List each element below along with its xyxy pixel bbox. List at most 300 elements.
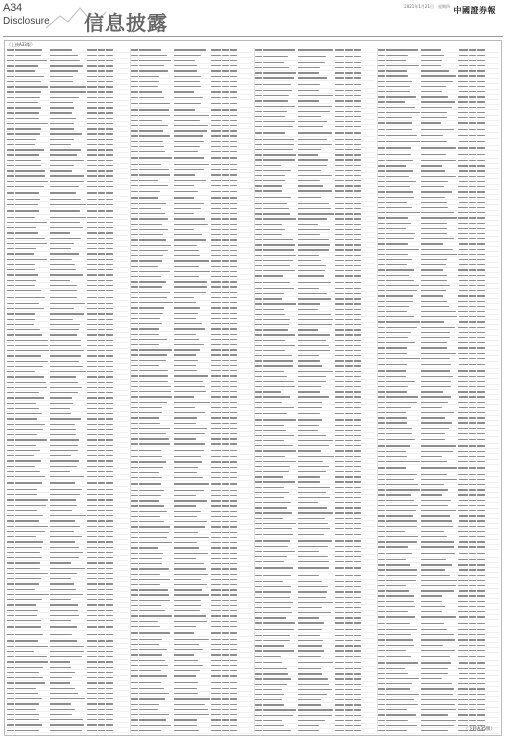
table-cell <box>421 595 441 596</box>
table-cell <box>263 170 291 171</box>
table-cell <box>211 164 221 165</box>
table-cell <box>354 407 361 408</box>
table-cell <box>255 430 262 431</box>
table-cell <box>230 649 237 650</box>
table-cell <box>477 186 484 187</box>
table-cell <box>7 455 14 456</box>
table-cell <box>469 616 476 617</box>
table-cell <box>459 243 469 244</box>
table-cell <box>131 391 138 392</box>
table-cell <box>354 170 361 171</box>
table-cell <box>230 610 237 611</box>
table-cell <box>106 181 113 182</box>
table-cell <box>7 345 14 346</box>
table-cell <box>106 594 113 595</box>
table-cell <box>139 365 159 366</box>
table-cell <box>345 381 352 382</box>
table-cell <box>255 699 262 700</box>
table-cell <box>459 590 469 591</box>
table-cell <box>87 703 97 704</box>
table-cell <box>7 118 14 119</box>
table-cell <box>7 634 14 635</box>
table-cell <box>50 308 74 309</box>
table-cell <box>354 303 361 304</box>
table-cell <box>15 222 47 223</box>
table-cell <box>230 271 237 272</box>
table-cell <box>469 129 476 130</box>
table-cell <box>15 264 34 265</box>
table-cell <box>469 709 476 710</box>
table-cell <box>255 402 262 403</box>
table-cell <box>50 313 84 314</box>
table-cell <box>354 121 361 122</box>
table-cell <box>469 254 476 255</box>
table-cell <box>15 434 36 435</box>
table-cell <box>211 185 221 186</box>
table-cell <box>139 521 164 522</box>
table-cell <box>211 218 221 219</box>
table-cell <box>15 49 42 50</box>
table-cell <box>263 575 291 576</box>
table-cell <box>477 212 484 213</box>
table-cell <box>131 250 138 251</box>
table-cell <box>50 445 78 446</box>
table-cell <box>174 271 210 272</box>
table-cell <box>469 494 476 495</box>
table-cell <box>222 146 229 147</box>
table-cell <box>222 526 229 527</box>
table-cell <box>174 239 206 240</box>
table-cell <box>469 122 476 123</box>
table-cell <box>98 547 105 548</box>
table-cell <box>50 634 72 635</box>
table-cell <box>7 170 14 171</box>
table-cell <box>386 606 415 607</box>
table-cell <box>98 418 105 419</box>
table-cell <box>378 730 385 731</box>
table-cell <box>386 381 414 382</box>
table-cell <box>50 594 83 595</box>
table-cell <box>298 314 331 315</box>
table-cell <box>211 370 221 371</box>
table-cell <box>211 386 221 387</box>
table-cell <box>211 135 221 136</box>
table-cell <box>87 656 97 657</box>
table-cell <box>98 65 105 66</box>
table-cell <box>139 164 161 165</box>
table-cell <box>230 423 237 424</box>
table-cell <box>477 147 484 148</box>
table-cell <box>458 417 468 418</box>
table-cell <box>378 396 385 397</box>
table-cell <box>298 106 332 107</box>
table-cell <box>230 558 237 559</box>
table-cell <box>139 197 158 198</box>
table-cell <box>131 579 138 580</box>
table-cell <box>139 621 158 622</box>
table-cell <box>106 144 113 145</box>
table-cell <box>211 483 221 484</box>
table-cell <box>222 558 229 559</box>
table-cell <box>98 217 105 218</box>
table-cell <box>7 144 14 145</box>
table-cell <box>263 90 292 91</box>
table-cell <box>98 667 105 668</box>
table-cell <box>230 260 237 261</box>
table-cell <box>354 149 361 150</box>
table-cell <box>421 223 447 224</box>
table-cell <box>345 139 352 140</box>
table-cell <box>263 84 291 85</box>
table-cell <box>298 275 325 276</box>
table-cell <box>87 450 97 451</box>
table-cell <box>354 334 361 335</box>
table-cell <box>255 567 262 568</box>
table-cell <box>222 157 229 158</box>
table-cell <box>354 575 361 576</box>
table-cell <box>378 500 385 501</box>
table-cell <box>211 120 221 121</box>
table-cell <box>421 154 446 155</box>
table-cell <box>211 675 221 676</box>
table-cell <box>477 311 484 312</box>
table-cell <box>386 456 406 457</box>
table-cell <box>255 518 262 519</box>
table-cell <box>139 297 167 298</box>
table-cell <box>222 344 229 345</box>
table-cell <box>87 149 97 150</box>
table-cell <box>139 292 170 293</box>
table-cell <box>421 467 457 468</box>
table-cell <box>174 65 198 66</box>
table-cell <box>15 232 38 233</box>
table-cell <box>230 698 237 699</box>
table-cell <box>335 170 345 171</box>
table-cell <box>421 249 452 250</box>
table-cell <box>459 479 469 480</box>
table-cell <box>50 471 70 472</box>
table-cell <box>255 678 262 679</box>
table-cell <box>477 688 484 689</box>
table-cell <box>131 660 138 661</box>
table-cell <box>222 621 229 622</box>
table-cell <box>255 386 262 387</box>
table-cell <box>87 460 97 461</box>
table-cell <box>354 607 361 608</box>
table-cell <box>211 365 221 366</box>
table-cell <box>263 662 282 663</box>
table-cell <box>131 97 138 98</box>
table-cell <box>255 656 262 657</box>
table-cell <box>7 610 14 611</box>
table-cell <box>98 698 105 699</box>
table-cell <box>263 386 295 387</box>
table-cell <box>255 180 262 181</box>
table-cell <box>211 407 221 408</box>
table-cell <box>230 151 237 152</box>
table-cell <box>477 107 484 108</box>
table-cell <box>386 595 414 596</box>
table-cell <box>263 684 287 685</box>
table-cell <box>421 160 455 161</box>
table-cell <box>106 232 113 233</box>
table-cell <box>335 461 345 462</box>
table-cell <box>131 239 138 240</box>
table-cell <box>98 387 105 388</box>
table-row <box>131 155 252 162</box>
table-cell <box>230 632 237 633</box>
table-cell <box>98 118 105 119</box>
table-cell <box>421 451 453 452</box>
table-cell <box>15 387 47 388</box>
table-cell <box>131 381 138 382</box>
table-cell <box>87 413 97 414</box>
table-cell <box>345 386 352 387</box>
table-cell <box>7 313 14 314</box>
table-cell <box>378 709 385 710</box>
table-cell <box>131 675 138 676</box>
table-cell <box>459 407 469 408</box>
table-cell <box>354 694 361 695</box>
table-cell <box>255 282 262 283</box>
table-cell <box>458 269 468 270</box>
table-cell <box>50 620 71 621</box>
table-cell <box>354 487 361 488</box>
table-cell <box>15 408 38 409</box>
table-cell <box>7 424 14 425</box>
table-cell <box>421 650 455 651</box>
fund-disclosure-table <box>4 40 502 736</box>
table-cell <box>50 541 75 542</box>
table-row <box>255 626 376 633</box>
table-cell <box>477 280 484 281</box>
table-cell <box>255 190 262 191</box>
table-cell <box>477 699 484 700</box>
table-cell <box>106 324 113 325</box>
table-cell <box>139 276 161 277</box>
table-cell <box>335 371 345 372</box>
table-cell <box>211 402 221 403</box>
table-cell <box>131 313 138 314</box>
table-cell <box>298 617 319 618</box>
table-cell <box>255 67 262 68</box>
table-cell <box>222 286 229 287</box>
table-cell <box>477 170 484 171</box>
table-cell <box>298 629 323 630</box>
table-cell <box>230 412 237 413</box>
table-cell <box>98 128 105 129</box>
table-cell <box>222 381 229 382</box>
table-cell <box>7 709 14 710</box>
table-cell <box>378 280 385 281</box>
table-cell <box>174 86 201 87</box>
table-cell <box>298 391 321 392</box>
table-cell <box>139 103 170 104</box>
table-cell <box>131 450 138 451</box>
table-cell <box>174 260 209 261</box>
table-cell <box>211 477 221 478</box>
table-cell <box>87 482 97 483</box>
table-cell <box>263 309 285 310</box>
table-cell <box>7 466 14 467</box>
table-cell <box>131 174 138 175</box>
table-cell <box>131 542 138 543</box>
table-cell <box>106 589 113 590</box>
table-cell <box>345 282 352 283</box>
table-cell <box>345 678 352 679</box>
table-cell <box>106 482 113 483</box>
table-cell <box>98 531 105 532</box>
table-cell <box>230 584 237 585</box>
table-cell <box>174 579 201 580</box>
table-cell <box>378 590 385 591</box>
table-cell <box>255 673 262 674</box>
table-cell <box>421 353 456 354</box>
table-cell <box>98 139 105 140</box>
table-cell <box>298 684 330 685</box>
table-cell <box>106 371 113 372</box>
table-cell <box>459 536 469 537</box>
table-cell <box>211 49 221 50</box>
table-cell <box>354 180 361 181</box>
table-cell <box>458 445 468 446</box>
table-cell <box>98 160 105 161</box>
table-cell <box>106 139 113 140</box>
table-cell <box>421 91 442 92</box>
table-cell <box>255 360 262 361</box>
table-cell <box>15 210 39 211</box>
table-cell <box>131 558 138 559</box>
table-row <box>255 130 376 137</box>
table-cell <box>386 709 406 710</box>
table-cell <box>378 212 385 213</box>
table-cell <box>106 450 113 451</box>
table-cell <box>335 575 345 576</box>
table-cell <box>230 65 237 66</box>
table-cell <box>255 275 262 276</box>
table-cell <box>106 49 113 50</box>
table-cell <box>458 467 468 468</box>
table-cell <box>345 249 352 250</box>
table-cell <box>469 117 476 118</box>
table-cell <box>222 328 229 329</box>
table-cell <box>98 661 105 662</box>
table-cell <box>469 515 476 516</box>
table-cell <box>106 466 113 467</box>
table-cell <box>230 286 237 287</box>
table-cell <box>469 60 476 61</box>
table-cell <box>386 301 413 302</box>
table-cell <box>7 515 14 516</box>
table-cell <box>139 632 170 633</box>
table-cell <box>469 269 476 270</box>
table-cell <box>15 361 48 362</box>
table-cell <box>354 234 361 235</box>
table-cell <box>222 323 229 324</box>
table-cell <box>386 364 407 365</box>
table-row <box>378 151 499 158</box>
table-cell <box>378 60 385 61</box>
table-cell <box>131 370 138 371</box>
table-cell <box>421 662 450 663</box>
table-cell <box>298 324 333 325</box>
table-cell <box>98 610 105 611</box>
table-cell <box>174 553 208 554</box>
table-cell <box>211 250 221 251</box>
table-cell <box>15 466 35 467</box>
table-cell <box>458 129 468 130</box>
table-cell <box>354 224 361 225</box>
table-cell <box>469 417 476 418</box>
table-cell <box>421 311 455 312</box>
table-cell <box>131 141 138 142</box>
table-cell <box>87 403 97 404</box>
table-cell <box>98 181 105 182</box>
table-cell <box>378 526 385 527</box>
table-cell <box>50 505 77 506</box>
table-cell <box>139 169 169 170</box>
table-cell <box>421 541 454 542</box>
table-cell <box>354 62 361 63</box>
table-cell <box>87 376 97 377</box>
table-cell <box>354 106 361 107</box>
table-cell <box>50 355 81 356</box>
table-cell <box>131 605 138 606</box>
table-cell <box>255 334 262 335</box>
table-cell <box>345 170 352 171</box>
table-cell <box>421 564 451 565</box>
table-cell <box>230 490 237 491</box>
table-cell <box>335 481 345 482</box>
table-cell <box>378 316 385 317</box>
table-cell <box>211 521 221 522</box>
table-cell <box>7 450 14 451</box>
table-cell <box>131 125 138 126</box>
table-cell <box>255 694 262 695</box>
table-cell <box>131 725 138 726</box>
table-cell <box>7 583 14 584</box>
table-cell <box>50 133 82 134</box>
table-cell <box>174 125 208 126</box>
table-cell <box>345 502 352 503</box>
table-cell <box>263 635 291 636</box>
table-cell <box>230 185 237 186</box>
table-cell <box>421 112 447 113</box>
table-cell <box>386 590 408 591</box>
table-cell <box>106 494 113 495</box>
table-cell <box>459 678 469 679</box>
table-cell <box>230 725 237 726</box>
table-cell <box>230 500 237 501</box>
table-cell <box>255 445 262 446</box>
table-cell <box>335 329 345 330</box>
table-cell <box>131 135 138 136</box>
table-cell <box>174 526 205 527</box>
table-cell <box>98 646 105 647</box>
table-cell <box>335 67 345 68</box>
table-cell <box>421 347 446 348</box>
table-cell <box>345 144 352 145</box>
table-cell <box>378 433 385 434</box>
table-cell <box>211 245 221 246</box>
table-cell <box>139 307 164 308</box>
table-cell <box>263 149 293 150</box>
table-cell <box>469 650 476 651</box>
table-cell <box>477 629 484 630</box>
table-cell <box>50 573 77 574</box>
table-cell <box>378 141 385 142</box>
table-cell <box>139 271 170 272</box>
